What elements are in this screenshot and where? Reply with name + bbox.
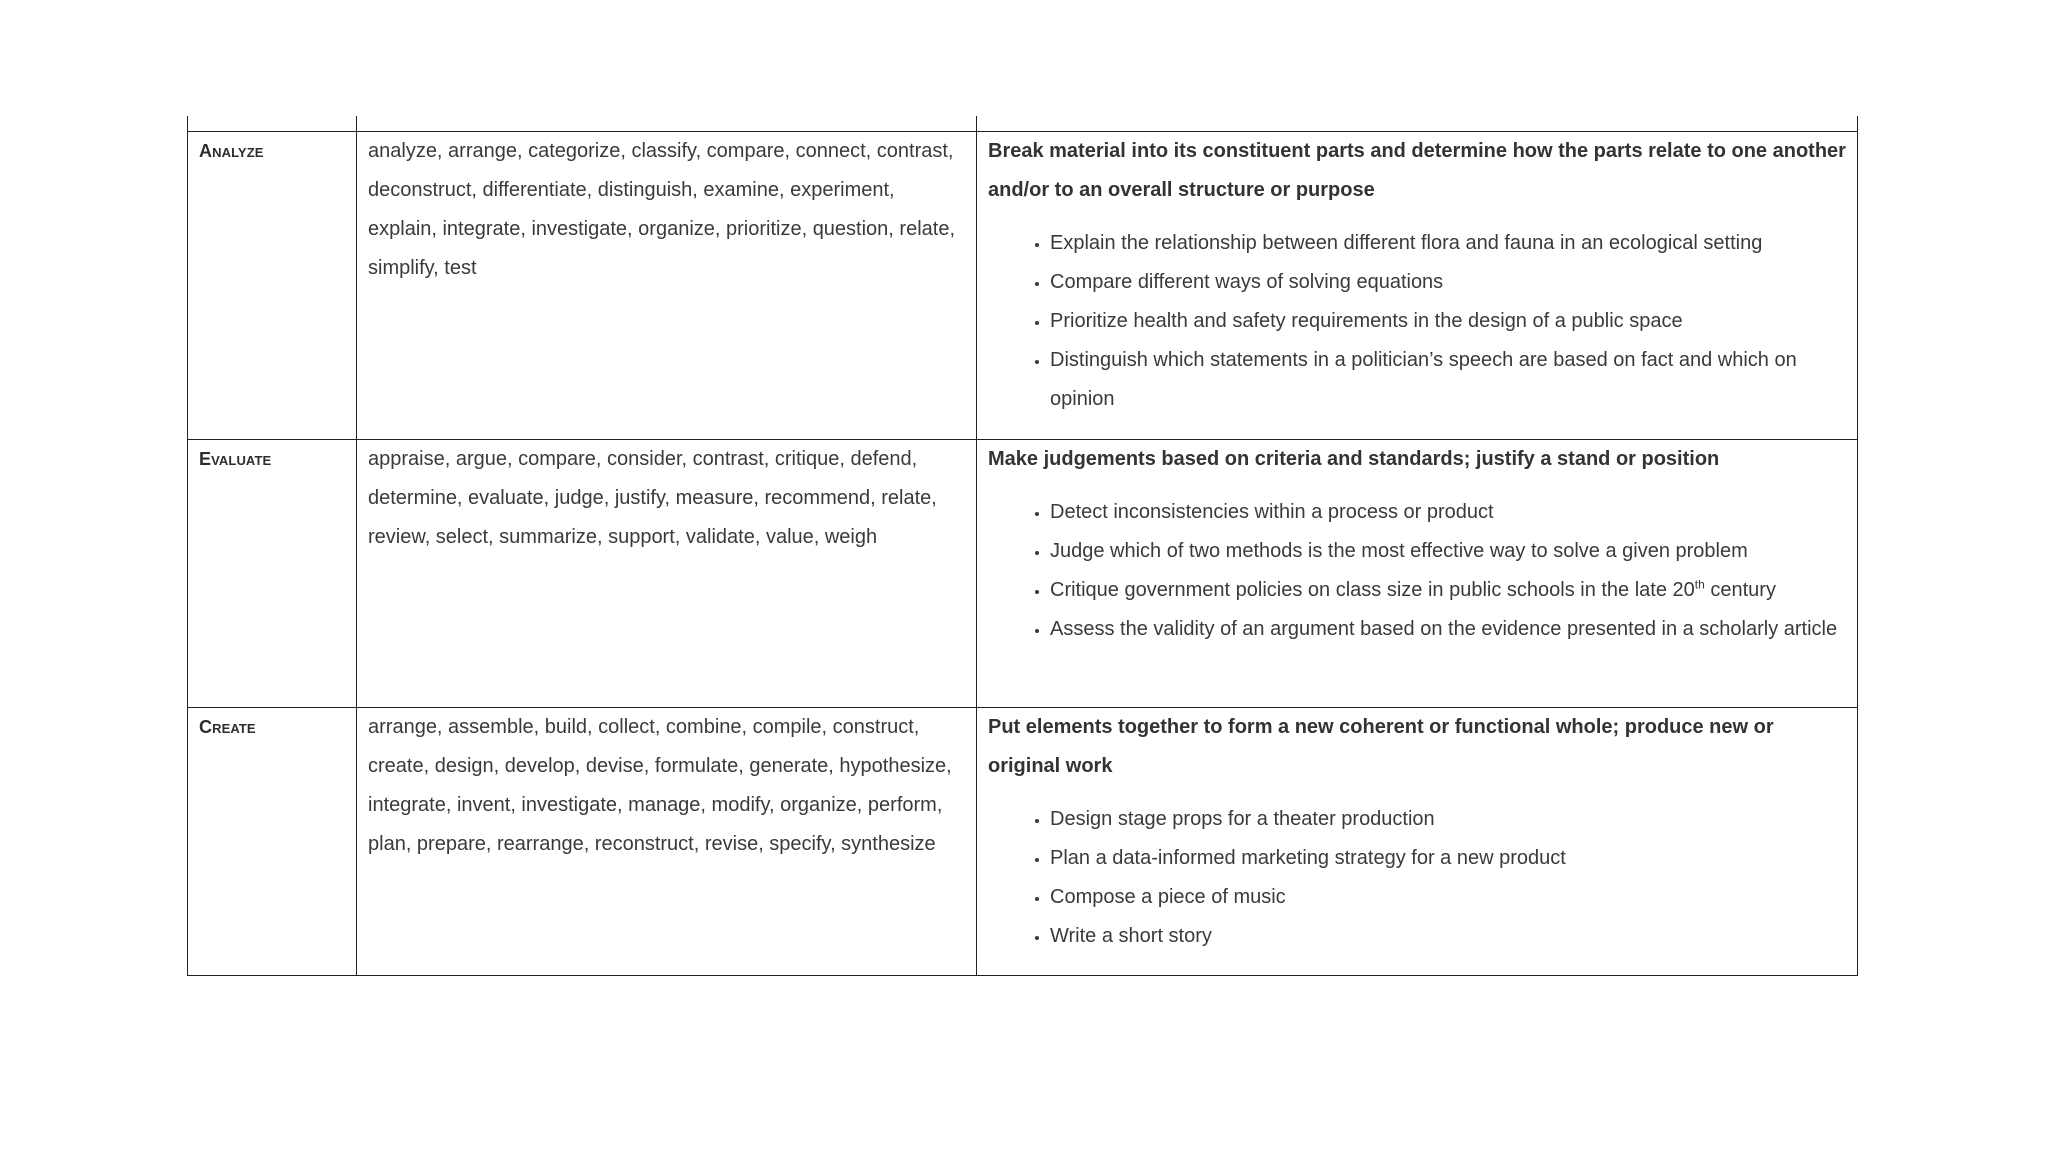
table-row-cut-off bbox=[188, 116, 1858, 131]
list-item bbox=[1050, 571, 1846, 610]
level-label: Create bbox=[199, 716, 256, 737]
example-text: century bbox=[1704, 578, 1776, 601]
table-cell bbox=[977, 116, 1858, 131]
description-cell bbox=[977, 707, 1858, 975]
example-text: Critique government policies on class size in public schools in the late 20 bbox=[1050, 578, 1695, 601]
level-definition: Put elements together to form a new coherent or functional whole; produce new or original work bbox=[988, 715, 1774, 777]
table-cell bbox=[188, 116, 357, 131]
table-row-create bbox=[188, 707, 1858, 975]
ordinal-superscript: th bbox=[1694, 576, 1705, 591]
list-item: • Detect inconsistencies within a process or product bbox=[1050, 493, 1846, 532]
table-row-evaluate bbox=[188, 439, 1858, 707]
level-cell bbox=[188, 131, 357, 439]
level-label: Analyze bbox=[199, 140, 264, 161]
table-cell bbox=[357, 116, 977, 131]
list-item: • Compare different ways of solving equations bbox=[1050, 263, 1846, 302]
verbs-cell bbox=[357, 131, 977, 439]
list-item: • Design stage props for a theater production bbox=[1050, 800, 1846, 839]
description-cell bbox=[977, 439, 1858, 707]
action-verbs: arrange, assemble, build, collect, combine, compile, construct, create, design, develop, devise, formulate, generate, hypothesize, integrate, invent, investigate, manage, modify, organize, perform, plan, prepare, rearrange, reconstruct, revise, specify, synthesize bbox=[368, 715, 952, 855]
level-cell bbox=[188, 707, 357, 975]
list-item: • Assess the validity of an argument based on the evidence presented in a scholarly article bbox=[1050, 610, 1846, 649]
table-row-analyze bbox=[188, 131, 1858, 439]
taxonomy-table bbox=[187, 116, 1858, 976]
level-cell bbox=[188, 439, 357, 707]
examples-list bbox=[988, 800, 1846, 956]
list-item: • Judge which of two methods is the most effective way to solve a given problem bbox=[1050, 532, 1846, 571]
level-definition: Make judgements based on criteria and standards; justify a stand or position bbox=[988, 447, 1720, 470]
verbs-cell bbox=[357, 439, 977, 707]
examples-list bbox=[988, 493, 1846, 649]
list-item: • Explain the relationship between different flora and fauna in an ecological setting bbox=[1050, 224, 1846, 263]
list-item: • Distinguish which statements in a politician’s speech are based on fact and which on opinion bbox=[1050, 341, 1846, 419]
list-item: • Write a short story bbox=[1050, 917, 1846, 956]
list-item: • Compose a piece of music bbox=[1050, 878, 1846, 917]
list-item: • Plan a data-informed marketing strategy for a new product bbox=[1050, 839, 1846, 878]
action-verbs: appraise, argue, compare, consider, contrast, critique, defend, determine, evaluate, judge, justify, measure, recommend, relate, review, select, summarize, support, validate, value, weigh bbox=[368, 447, 937, 548]
level-label: Evaluate bbox=[199, 448, 272, 469]
examples-list bbox=[988, 224, 1846, 419]
description-cell bbox=[977, 131, 1858, 439]
level-definition: Break material into its constituent parts and determine how the parts relate to one another and/or to an overall structure or purpose bbox=[988, 139, 1846, 201]
verbs-cell bbox=[357, 707, 977, 975]
action-verbs: analyze, arrange, categorize, classify, compare, connect, contrast, deconstruct, differentiate, distinguish, examine, experiment, explain, integrate, investigate, organize, prioritize, question, relate, simplify, test bbox=[368, 139, 956, 279]
list-item: • Prioritize health and safety requirements in the design of a public space bbox=[1050, 302, 1846, 341]
